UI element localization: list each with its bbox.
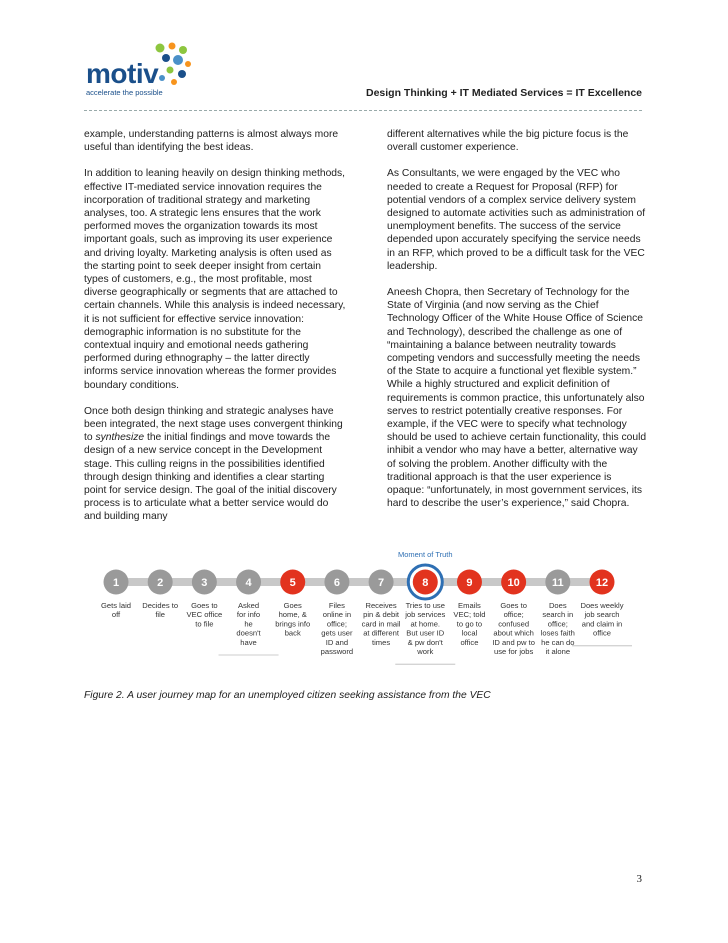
- step-label-line: Tries to use: [405, 601, 445, 610]
- step-label-line: off: [111, 610, 121, 620]
- journey-step-4: [236, 570, 262, 647]
- step-number: 11: [551, 577, 564, 589]
- step-label-line: gets user: [321, 628, 353, 638]
- logo-tagline: accelerate the possible: [86, 88, 163, 97]
- left-paragraph-2: In addition to leaning heavily on design thinking methods, effective IT-mediated service innovation requires the incorporation of traditional strategy and marketing analyses, too. A strategic lens ensures that the work performed moves the organization towards its most important goals, such as improving its user experience and driving loyalty. Marketing analysis is often used as the starting point to seek deeper insight from certain types of customers, e.g., the most profitable, most diverse geographically or segments that are attached to certain channels. While this analysis is indeed necessary, it is not sufficient for effective service innovation: demographic information is no substitute for the contextual inquiry and emotional needs gathering performed during ethnography – the latter directly informs service innovation whereas the former provides boundary conditions.: [84, 168, 346, 391]
- step-label-line: local: [461, 628, 478, 638]
- step-label-line: to file: [195, 619, 214, 629]
- step-label-line: ID and: [325, 637, 349, 647]
- step-label-line: brings info: [275, 619, 311, 629]
- step-label-line: office: [460, 637, 479, 647]
- header-divider: [84, 110, 642, 111]
- step-number: 6: [333, 577, 340, 589]
- step-label-line: online in: [322, 610, 352, 620]
- left-paragraph-3: Once both design thinking and strategic analyses have been integrated, the next stage uses convergent thinking to synthesize the initial findings and move towards the design of a new service concept in the Development stage. This culling reigns in the possibilities identified through design thinking and identifies a clear starting point for service design. The goal of the initial discovery process is to articulate what a better service would do and building many: [84, 405, 343, 523]
- step-label-line: job search: [584, 610, 620, 620]
- step-number: 4: [245, 577, 252, 589]
- step-label-line: at home.: [410, 619, 441, 629]
- step-label-line: about which: [493, 628, 534, 638]
- journey-step-2: [142, 570, 178, 620]
- step-label-line: office;: [547, 619, 568, 629]
- step-label-line: Goes to: [191, 601, 218, 610]
- step-number: 9: [466, 577, 473, 589]
- step-label-line: back: [284, 628, 301, 638]
- page-number: 3: [636, 873, 642, 885]
- step-label-line: Goes to: [500, 601, 527, 610]
- step-number: 3: [201, 577, 208, 589]
- step-label-line: search in: [542, 610, 574, 620]
- step-number: 7: [378, 577, 385, 589]
- step-label-line: Decides to: [142, 601, 179, 610]
- step-label-line: pin & debit: [363, 610, 400, 620]
- step-label-line: at different: [363, 628, 399, 638]
- step-label-line: to go to: [456, 619, 483, 629]
- right-paragraph-2: As Consultants, we were engaged by the VEC who needed to create a Request for Proposal (RFP) for potential vendors of a complex service delivery system designed to automate activities such as administration of unemployment benefits. The success of the service depended upon accurately specifying the service needs in an RFP, which proved to be a difficult task for the VEC leadership.: [387, 168, 646, 272]
- step-label-line: office;: [326, 619, 347, 629]
- step-number: 5: [289, 577, 296, 589]
- step-label-line: Files: [328, 601, 345, 610]
- step-label-line: Gets laid: [101, 601, 131, 610]
- step-label-line: he: [244, 619, 253, 629]
- logo-wordmark: motiv: [86, 58, 159, 89]
- right-column: [387, 128, 649, 523]
- step-label-line: he can do: [541, 637, 575, 647]
- step-label-line: it alone: [545, 647, 571, 656]
- step-number: 1: [112, 577, 120, 589]
- right-paragraph-1: different alternatives while the big picture focus is the overall customer experience.: [387, 129, 629, 154]
- step-label-line: confused: [498, 619, 530, 629]
- left-column: [84, 128, 346, 537]
- step-label-line: VEC; told: [453, 610, 486, 620]
- step-label-line: ID and pw to: [492, 637, 535, 647]
- step-label-line: Goes: [283, 601, 302, 610]
- step-label-line: home, &: [278, 610, 307, 620]
- step-number: 12: [595, 577, 609, 589]
- step-label-line: work: [417, 647, 434, 656]
- journey-step-11: [541, 570, 575, 657]
- step-label-line: job services: [405, 610, 446, 620]
- step-label-line: and claim in: [581, 619, 623, 629]
- step-label-line: VEC office: [186, 610, 223, 620]
- step-label-line: use for jobs: [494, 647, 534, 656]
- step-number: 10: [507, 577, 520, 589]
- step-label-line: Does: [548, 601, 567, 610]
- step-number: 8: [422, 577, 429, 589]
- step-label-line: Receives: [365, 601, 397, 610]
- step-label-line: times: [372, 637, 391, 647]
- step-label-line: loses faith: [540, 628, 575, 638]
- step-label-line: Asked: [237, 601, 260, 610]
- step-label-line: have: [240, 637, 257, 647]
- journey-step-5: [275, 570, 310, 638]
- step-label-line: office: [592, 628, 612, 638]
- step-label-line: password: [320, 647, 354, 656]
- left-paragraph-1: example, understanding patterns is almost always more useful than identifying the best ideas.: [84, 129, 339, 154]
- journey-step-9: [453, 570, 485, 647]
- step-number: 2: [157, 577, 164, 589]
- step-label-line: But user ID: [406, 628, 445, 638]
- step-label-line: file: [155, 610, 166, 620]
- step-label-line: Emails: [458, 601, 481, 610]
- step-label-line: Does weekly: [580, 601, 624, 610]
- moment-of-truth-label: Moment of Truth: [397, 550, 453, 559]
- step-label-line: card in mail: [361, 619, 401, 629]
- journey-step-6: [321, 570, 354, 657]
- figure-caption: Figure 2. A user journey map for an unemployed citizen seeking assistance from the VEC: [84, 690, 491, 701]
- journey-step-8: [404, 565, 445, 656]
- step-label-line: doesn't: [236, 628, 261, 638]
- right-paragraph-3: Aneesh Chopra, then Secretary of Technology for the State of Virginia (and now serving as the Chief Technology Officer of the White House Office of Science and Technology), described the challenge as one of “maintaining a balance between neutrality towards competing vendors and successfully meeting the needs of the State to acquire a functional yet flexible system.” While a highly structured and explicit definition of requirements is common practice, this unfortunately also serves to restrict potentially creative responses. For example, if the VEC were to specify what technology should be used to achieve certain functionality, this could inhibit a vendor who may have a better, alternative way of solving the problem. Another difficulty with the traditional approach is that the user experience is opaque: “unfortunately, in most government services, its hard to describe the user’s experience,” said Chopra.: [387, 287, 647, 510]
- step-label-line: & pw don't: [407, 637, 443, 647]
- user-journey-map: [84, 550, 644, 670]
- page-header-title: Design Thinking + IT Mediated Services = IT Excellence: [365, 87, 642, 99]
- journey-step-1: [101, 570, 131, 620]
- step-label-line: for info: [236, 610, 261, 620]
- emphasis-synthesize: synthesize: [95, 432, 145, 444]
- step-label-line: office;: [503, 610, 524, 620]
